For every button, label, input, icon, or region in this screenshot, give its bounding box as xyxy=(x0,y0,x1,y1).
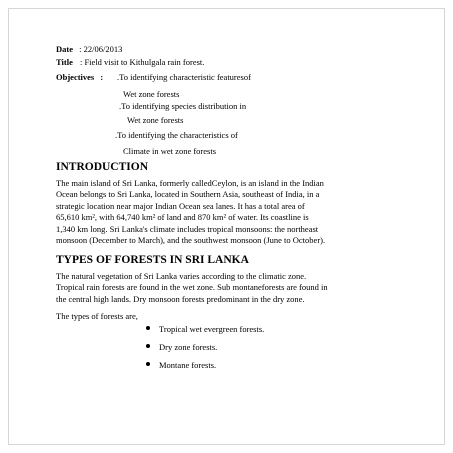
objective-2-line2: Wet zone forests xyxy=(127,115,184,125)
forests-heading: TYPES OF FORESTS IN SRI LANKA xyxy=(56,254,249,266)
bullet-icon xyxy=(146,344,150,348)
title-value: : Field visit to Kithulgala rain forest. xyxy=(79,57,205,67)
bullet-icon xyxy=(146,326,150,330)
intro-line: strategic location near major Indian Ocean sea lanes. It has a total area of xyxy=(56,200,305,211)
types-intro: The types of forests are, xyxy=(56,311,138,321)
forests-line: Tropical rain forests are found in the wet zone. Sub montaneforests are found in xyxy=(56,282,328,293)
intro-line: Ocean belongs to Sri Lanka, located in Southern Asia, southeast of India, in a xyxy=(56,189,320,200)
objectives-label-line xyxy=(56,72,103,82)
objectives-label: Objectives xyxy=(56,72,95,82)
date-value: : 22/06/2013 xyxy=(79,44,123,54)
objective-1-line1: .To identifying characteristic featuresof xyxy=(117,72,251,82)
objective-3-line1: .To identifying the characteristics of xyxy=(115,130,238,140)
forests-paragraph xyxy=(56,271,396,305)
introduction-paragraph xyxy=(56,178,396,246)
introduction-heading: INTRODUCTION xyxy=(56,161,149,173)
title-line xyxy=(56,57,204,67)
objective-2-line1: .To identifying species distribution in xyxy=(119,101,247,111)
forests-line: the central high lands. Dry monsoon forests predominant in the dry zone. xyxy=(56,293,305,304)
intro-line: 1,340 km long. Sri Lanka's climate includes tropical monsoons: the northeast xyxy=(56,223,319,234)
forest-type-item: Dry zone forests. xyxy=(159,342,218,352)
forests-line: The natural vegetation of Sri Lanka varies according to the climatic zone. xyxy=(56,271,307,281)
objective-3-line2: Climate in wet zone forests xyxy=(123,146,217,156)
title-label: Title xyxy=(56,57,73,67)
forest-type-item: Tropical wet evergreen forests. xyxy=(159,324,265,334)
date-line xyxy=(56,44,122,54)
forest-type-item: Montane forests. xyxy=(159,360,217,370)
date-label: Date xyxy=(56,44,73,54)
bullet-icon xyxy=(146,362,150,366)
intro-line: 65,610 km², with 64,740 km² of land and 870 km² of water. Its coastline is xyxy=(56,212,309,223)
intro-line: The main island of Sri Lanka, formerly calledCeylon, is an island in the Indian xyxy=(56,178,324,188)
objective-1-line2: Wet zone forests xyxy=(123,89,180,99)
intro-line: monsoon (December to March), and the southwest monsoon (June to October). xyxy=(56,235,326,246)
objectives-colon: : xyxy=(100,72,104,82)
